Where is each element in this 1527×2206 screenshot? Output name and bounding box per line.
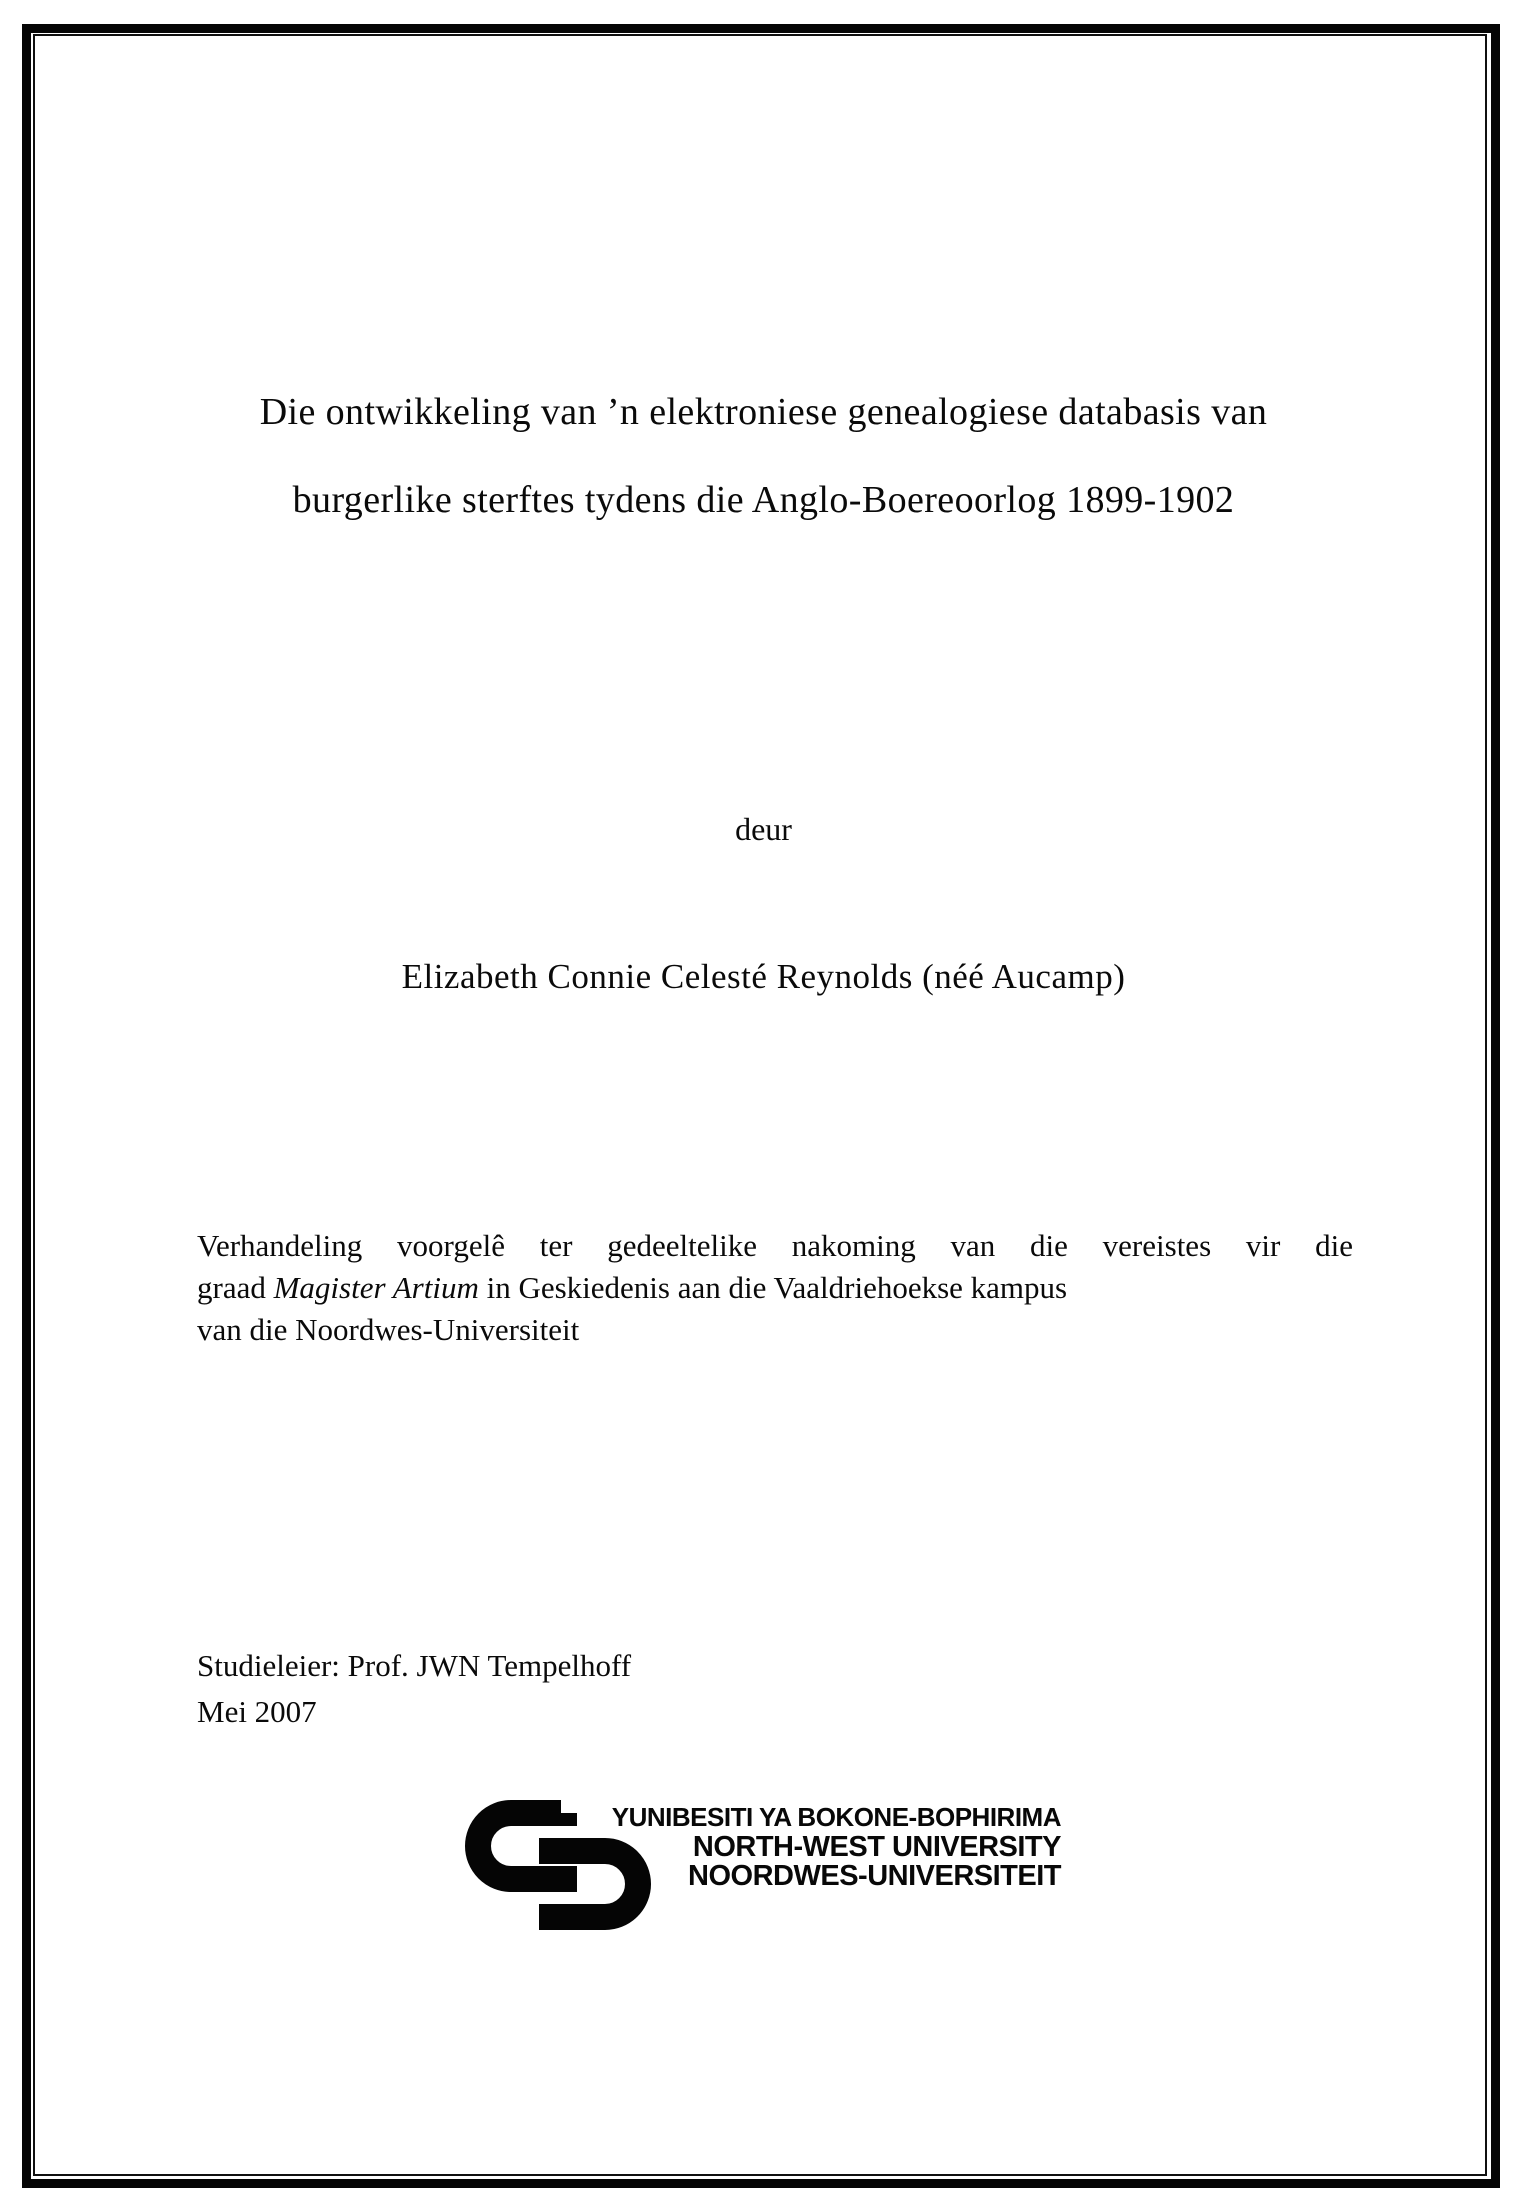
supervisor-line: Studieleier: Prof. JWN Tempelhoff [197, 1648, 632, 1683]
university-logo [455, 1800, 1075, 1940]
logo-line-english: NORTH-WEST UNIVERSITY [692, 1830, 1061, 1863]
supervisor-block [197, 1643, 631, 1735]
degree-name: Magister Artium [273, 1270, 479, 1305]
author-name: Elizabeth Connie Celesté Reynolds (néé Aucamp) [401, 957, 1126, 996]
date-line: Mei 2007 [197, 1694, 317, 1729]
degree-statement-line-2 [197, 1267, 1353, 1309]
logo-line-setswana: YUNIBESITI YA BOKONE-BOPHIRIMA [611, 1802, 1061, 1832]
degree-statement-line-3: van die Noordwes-Universiteit [197, 1312, 580, 1347]
degree-statement-line-2-pre: graad [197, 1270, 274, 1305]
thesis-title-line-2: burgerlike sterftes tydens die Anglo-Boereoorlog 1899-1902 [292, 479, 1235, 521]
university-logo-text [583, 1803, 1061, 1892]
byline-deur: deur [735, 811, 792, 847]
thesis-title-line-1: Die ontwikkeling van ’n elektroniese genealogiese databasis van [259, 391, 1268, 433]
degree-statement [197, 1225, 1353, 1351]
thesis-title [0, 368, 1527, 544]
degree-statement-line-1: Verhandeling voorgelê ter gedeeltelike nakoming van die vereistes vir die [197, 1228, 1353, 1263]
logo-line-afrikaans: NOORDWES-UNIVERSITEIT [688, 1860, 1061, 1892]
degree-statement-line-2-post: in Geskiedenis aan die Vaaldriehoekse kampus [478, 1270, 1068, 1305]
